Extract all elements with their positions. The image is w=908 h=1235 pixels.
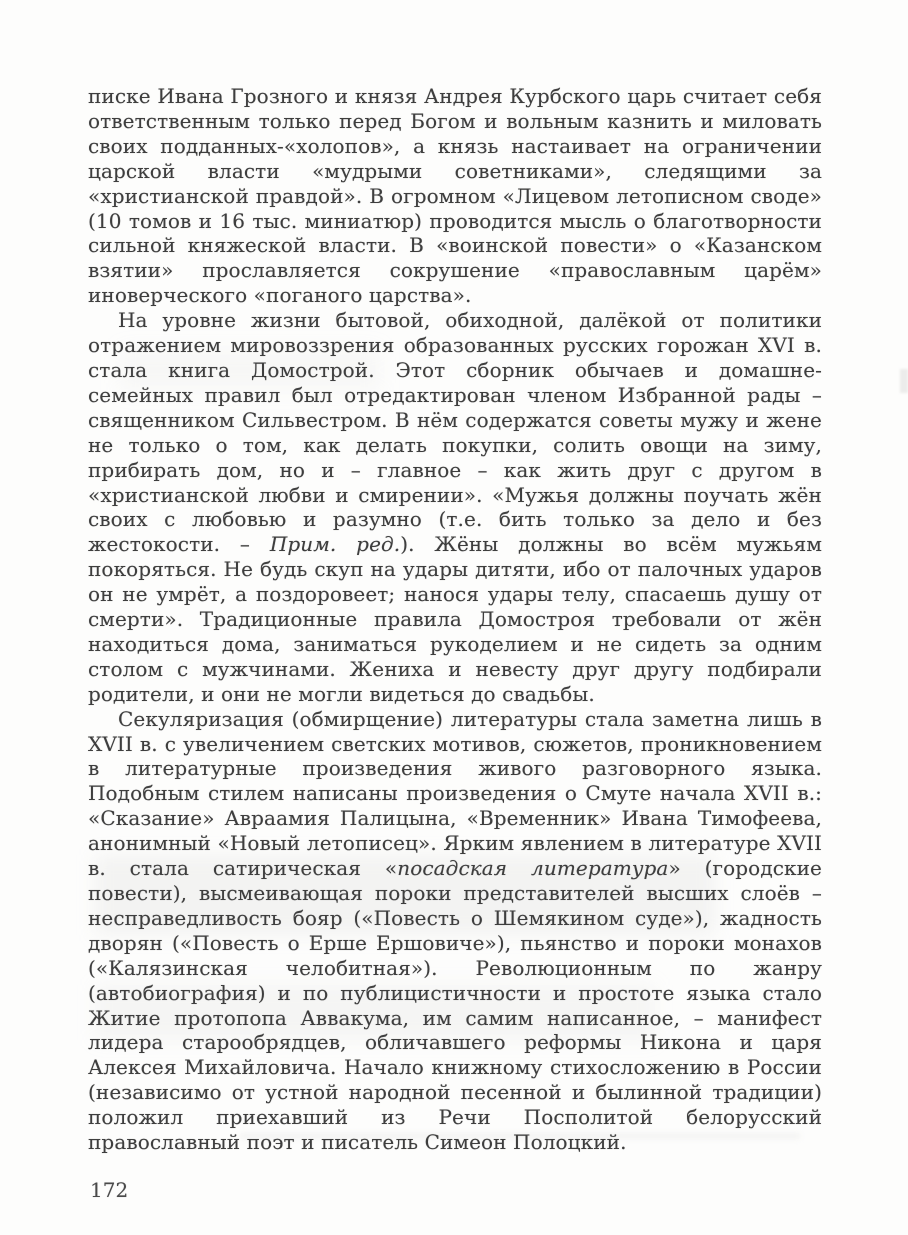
page-text bbox=[88, 84, 822, 1155]
text-segment: Секуляризация (обмирщение) литературы стала заметна лишь в XVII в. с увеличением светских мотивов, сюжетов, проникновением в литературные произведения живого разговорного языка. Подобным стилем написаны произведения о Смуте начала XVII в.: «Сказание» Авраамия Палицына, «Временник» Ивана Тимофеева, анонимный «Новый летописец». Ярким явлением в литературе XVII в. стала сатирическая « bbox=[88, 706, 822, 881]
paragraph bbox=[88, 84, 822, 308]
italic-text: Прим. ред. bbox=[269, 532, 401, 557]
text-segment: писке Ивана Грозного и князя Андрея Курбского царь считает себя ответственным только перед Богом и вольным казнить и миловать своих подданных-«холопов», а князь настаивает на ограничении царской власти «мудрыми советниками», следящими за «христианской правдой». В огромном «Лицевом летописном своде» (10 томов и 16 тыс. миниатюр) проводится мысль о благотворности сильной княжеской власти. В «воинской повести» о «Казанском взятии» прославляется сокрушение «православным царём» иноверческого «поганого царства». bbox=[88, 84, 822, 308]
text-segment: На уровне жизни бытовой, обиходной, далёкой от политики отражением мировоззрения образованных русских горожан XVI в. стала книга Домострой. Этот сборник обычаев и домашне-семейных правил был отредактирован членом Избранной рады – священником Сильвестром. В нём содержатся советы мужу и жене не только о том, как делать покупки, солить овощи на зиму, прибирать дом, но и – главное – как жить друг с другом в «христианской любви и смирении». «Мужья должны поучать жён своих с любовью и разумно (т.е. бить только за дело и без жестокости. – bbox=[88, 308, 822, 557]
text-segment: ). Жёны должны во всём мужьям покоряться. Не будь скуп на удары дитяти, ибо от палочных ударов он не умрёт, а поздоровеет; нанося удары телу, спасаешь душу от смерти». Традиционные правила Домостроя требовали от жён находиться дома, заниматься рукоделием и не сидеть за одним столом с мужчинами. Жениха и невесту друг другу подбирали родители, и они не могли видеться до свадьбы. bbox=[88, 532, 822, 706]
paragraph bbox=[88, 707, 822, 1155]
text-segment: » (городские повести), высмеивающая пороки представителей высших слоёв – несправедливость бояр («Повесть о Шемякином суде»), жадность дворян («Повесть о Ерше Ершовиче»), пьянство и пороки монахов («Калязинская челобитная»). Революционным по жанру (автобиография) и по публицистичности и простоте языка стало Житие протопопа Аввакума, им самим написанное, – манифест лидера старообрядцев, обличавшего реформы Никона и царя Алексея Михайловича. Начало книжному стихосложению в России (независимо от устной народной песенной и былинной традиции) положил приехавший из Речи Посполитой белорусский православный поэт и писатель Симеон Полоцкий. bbox=[88, 856, 822, 1155]
scan-edge-mark bbox=[900, 369, 908, 393]
page-number: 172 bbox=[90, 1178, 129, 1202]
paragraph bbox=[88, 308, 822, 707]
italic-text: посадская литература bbox=[397, 856, 669, 881]
